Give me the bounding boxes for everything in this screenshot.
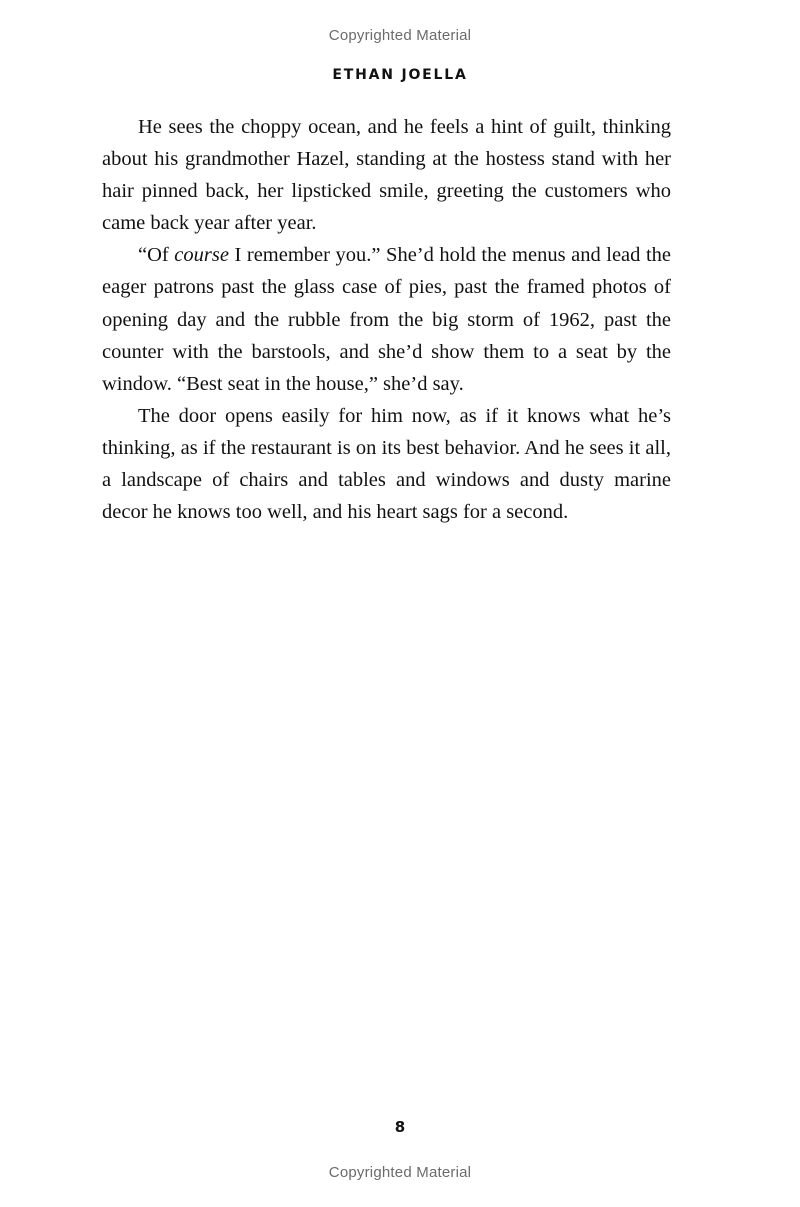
paragraph-2 xyxy=(102,239,671,399)
body-text xyxy=(102,111,671,528)
paragraph-1 xyxy=(102,111,671,239)
paragraph-2-text-start: “Of xyxy=(138,244,175,267)
copyright-watermark-top: Copyrighted Material xyxy=(328,27,472,44)
paragraph-1-text: He sees the choppy ocean, and he feels a hint of guilt, thinking about his grandmother Hazel, standing at the hostess stand with her hair pinned back, her lipsticked smile, greeting the customers who came back year after year. xyxy=(102,116,671,235)
page-number: 8 xyxy=(394,1118,406,1136)
paragraph-3 xyxy=(102,400,671,528)
running-head-author: ETHAN JOELLA xyxy=(332,67,468,83)
copyright-watermark-bottom: Copyrighted Material xyxy=(328,1164,472,1181)
paragraph-2-text-end: I remember you.” She’d hold the menus and lead the eager patrons past the glass case of pies, past the framed photos of opening day and the rubble from the big storm of 1962, past the counter with the barstools, and she’d show them to a seat by the window. “Best seat in the house,” she’d say. xyxy=(102,244,671,395)
paragraph-2-emphasis: course xyxy=(174,244,229,267)
paragraph-3-text: The door opens easily for him now, as if it knows what he’s thinking, as if the restaurant is on its best behavior. And he sees it all, a landscape of chairs and tables and windows and dusty marine decor he knows too well, and his heart sags for a second. xyxy=(102,404,671,524)
